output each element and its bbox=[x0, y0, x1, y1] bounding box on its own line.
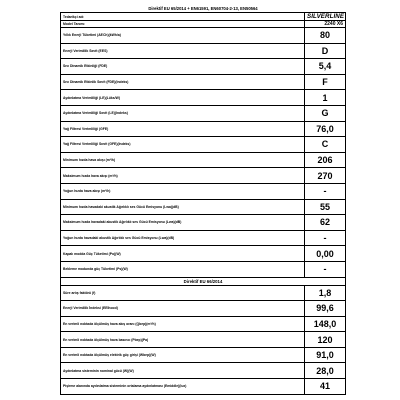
section-row bbox=[61, 277, 346, 285]
table-row bbox=[61, 90, 346, 106]
row-label: Aydınlatma Verimliliği (LE)(Lüks/W) bbox=[61, 90, 305, 106]
row-label: Yıllık Enerji Tüketimi (AECh)(kWh/a) bbox=[61, 28, 305, 44]
row-label: Yağ Filtresi Verimliliği (GFE) bbox=[61, 121, 305, 137]
table-row bbox=[61, 316, 346, 332]
row-label: Aydınlatma sisteminin nominal gücü (W)(W) bbox=[61, 363, 305, 379]
table-row bbox=[61, 301, 346, 317]
model-label: Model Tanımı bbox=[61, 21, 305, 28]
table-row bbox=[61, 183, 346, 199]
table-row bbox=[61, 121, 346, 137]
row-value: 41 bbox=[305, 379, 346, 395]
model-value: 2240 X6 bbox=[305, 21, 346, 28]
supplier-row bbox=[61, 13, 346, 21]
row-label: Bekleme modunda güç Tüketimi (Ps)(W) bbox=[61, 261, 305, 277]
table-row bbox=[61, 379, 346, 395]
row-label: Minimum hızda hava akışı (m³/h) bbox=[61, 152, 305, 168]
table-row bbox=[61, 168, 346, 184]
table-row bbox=[61, 43, 346, 59]
row-label: Süre artış faktörü (f) bbox=[61, 285, 305, 301]
row-label: Enerji Verimlilik İndeksi (EEIhood) bbox=[61, 301, 305, 317]
row-label: Kapalı modda Güç Tüketimi (Po)(W) bbox=[61, 246, 305, 262]
row-value: 28,0 bbox=[305, 363, 346, 379]
row-value: 80 bbox=[305, 28, 346, 44]
table-row bbox=[61, 74, 346, 90]
row-value: 206 bbox=[305, 152, 346, 168]
row-value: 76,0 bbox=[305, 121, 346, 137]
table-row bbox=[61, 105, 346, 121]
row-label: Yoğun hızda havadaki akustik Ağırlıklı ses Gücü Emisyonu (Lwa)(dB) bbox=[61, 230, 305, 246]
table-row bbox=[61, 199, 346, 215]
table-row bbox=[61, 332, 346, 348]
table-row bbox=[61, 230, 346, 246]
row-label: Aydınlatma Verimliliği Sınıfı (LE)(Indeks) bbox=[61, 105, 305, 121]
row-value: 0,00 bbox=[305, 246, 346, 262]
row-value: C bbox=[305, 137, 346, 153]
row-label: Maksimum hızda hava akışı (m³/h) bbox=[61, 168, 305, 184]
model-row bbox=[61, 21, 346, 28]
table-row bbox=[61, 363, 346, 379]
row-value: 120 bbox=[305, 332, 346, 348]
row-value: 270 bbox=[305, 168, 346, 184]
row-label: Yoğun hızda hava akışı (m³/h) bbox=[61, 183, 305, 199]
row-label: Yağ Filtresi Verimliliği Sınıfı (GFE)(Indeks) bbox=[61, 137, 305, 153]
table-row bbox=[61, 59, 346, 75]
row-label: Sıvı Dinamik Etkinliği (FDE) bbox=[61, 59, 305, 75]
row-value: 99,6 bbox=[305, 301, 346, 317]
row-label: Sıvı Dinamik Etkinlik Sınıfı (FDE)(Indeks) bbox=[61, 74, 305, 90]
row-label: Minimum hızda havadaki akustik Ağırlıklı ses Gücü Emisyonu (Lwa)(dB) bbox=[61, 199, 305, 215]
row-label: Maksimum hızda havadaki akustik Ağırlıklı ses Gücü Emisyonu (Lwa)(dB) bbox=[61, 215, 305, 231]
table-row bbox=[61, 152, 346, 168]
spec-table bbox=[60, 12, 346, 395]
row-value: F bbox=[305, 74, 346, 90]
row-value: D bbox=[305, 43, 346, 59]
table-row bbox=[61, 215, 346, 231]
table-row bbox=[61, 246, 346, 262]
table-row bbox=[61, 137, 346, 153]
row-value: 1 bbox=[305, 90, 346, 106]
table-row bbox=[61, 347, 346, 363]
table-row bbox=[61, 261, 346, 277]
section-title: Direktif EU 66/2014 bbox=[61, 277, 346, 285]
row-value: - bbox=[305, 230, 346, 246]
row-label: En verimli noktada ölçülmüş hava basıncı (Pbep)(Pa) bbox=[61, 332, 305, 348]
row-value: - bbox=[305, 261, 346, 277]
table-row bbox=[61, 28, 346, 44]
row-label: En verimli noktada ölçülmüş hava akış oranı (Qbep)(m³/h) bbox=[61, 316, 305, 332]
row-label: En verimli noktada ölçülmüş elektrik güç girişi (Wbep)(W) bbox=[61, 347, 305, 363]
directive-header: Direktif EU 65/2014 + EN61591, EN60704-2-13, EN50564 bbox=[148, 6, 258, 11]
row-value: 1,8 bbox=[305, 285, 346, 301]
row-value: 55 bbox=[305, 199, 346, 215]
row-value: 91,0 bbox=[305, 347, 346, 363]
row-value: G bbox=[305, 105, 346, 121]
brand-name: SILVERLINE bbox=[305, 13, 346, 21]
row-label: Pişirme alanında aydınlatma sisteminin ortalama aydınlatması (Emiddle)(lux) bbox=[61, 379, 305, 395]
table-row bbox=[61, 285, 346, 301]
row-value: 148,0 bbox=[305, 316, 346, 332]
row-label: Enerji Verimlilik Sınıfı (EES) bbox=[61, 43, 305, 59]
supplier-label: Tedarikçi adı bbox=[61, 13, 305, 21]
row-value: 5,4 bbox=[305, 59, 346, 75]
row-value: 62 bbox=[305, 215, 346, 231]
row-value: - bbox=[305, 183, 346, 199]
